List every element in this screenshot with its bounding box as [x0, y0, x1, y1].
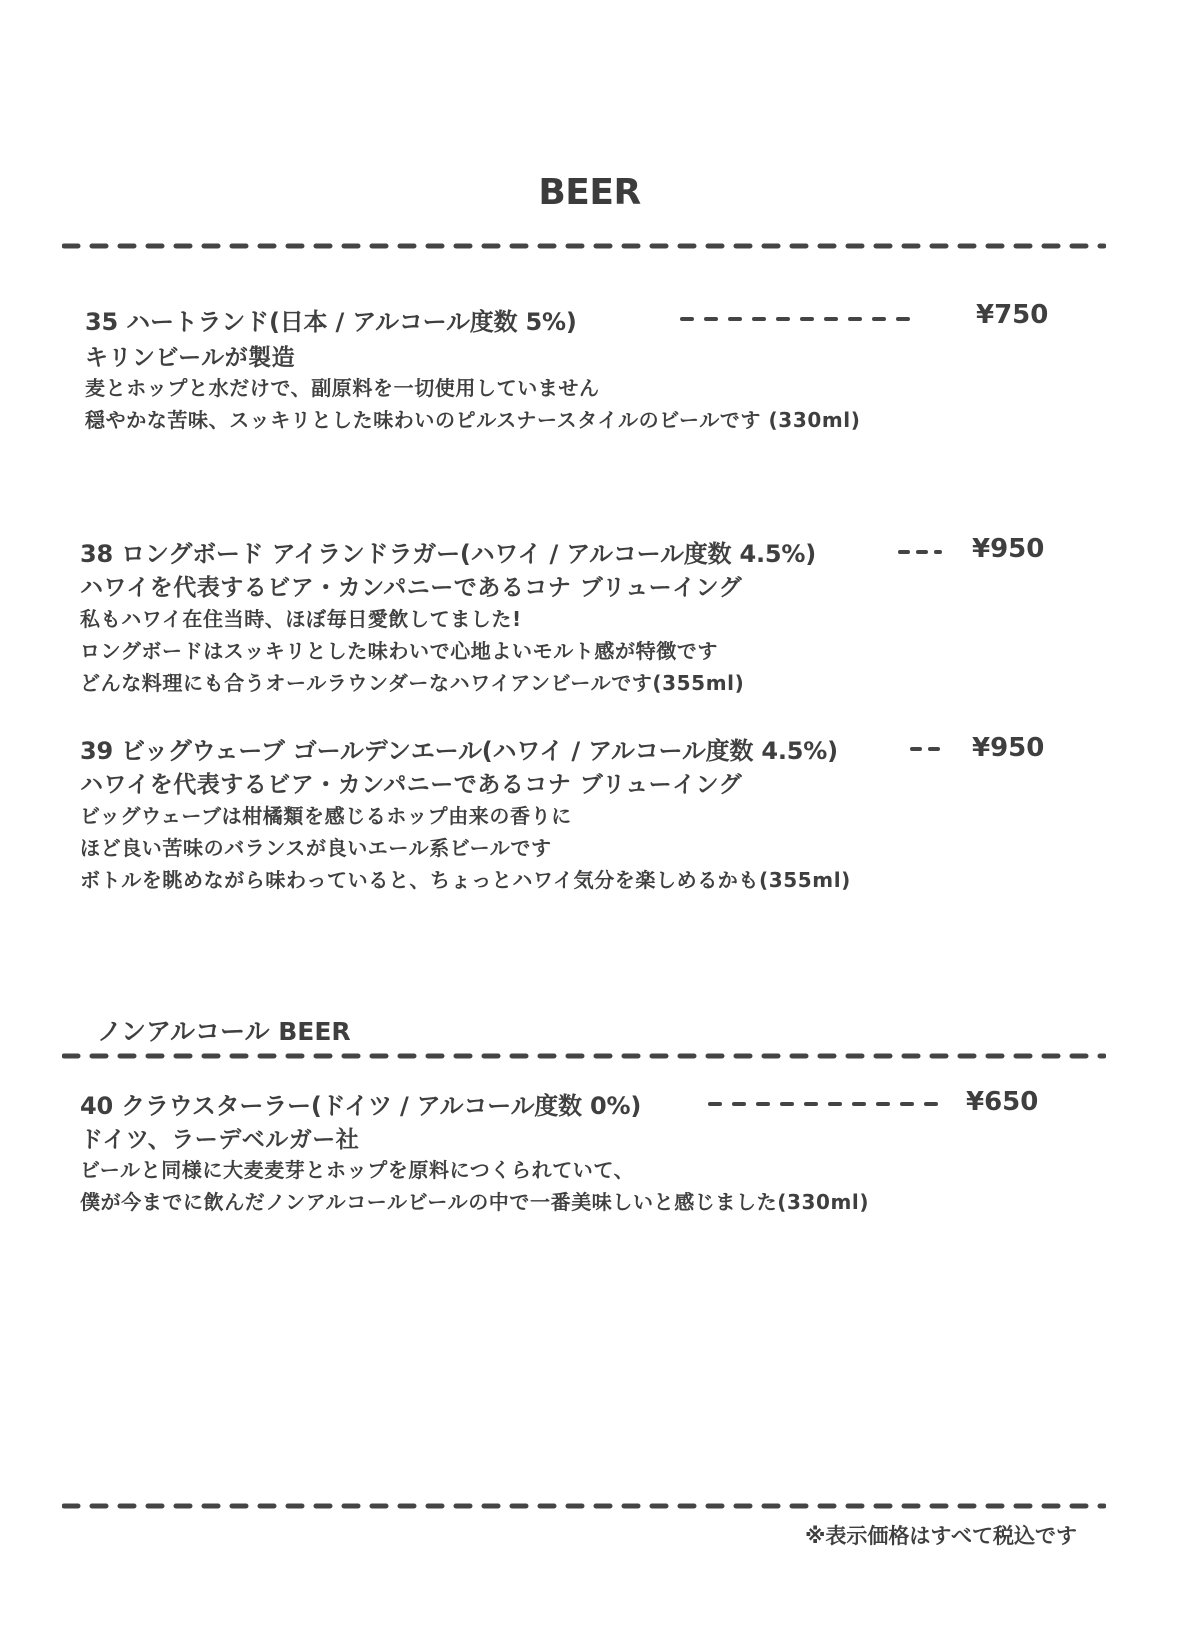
item-38-title: 38 ロングボード アイランドラガー(ハワイ / アルコール度数 4.5%)	[80, 540, 817, 568]
item-39-description	[80, 800, 851, 896]
item-38-leader	[898, 549, 942, 555]
divider-top	[62, 240, 1106, 252]
item-35-description	[85, 372, 861, 436]
page-title: BEER	[538, 172, 641, 213]
tax-footnote: ※表示価格はすべて税込です	[805, 1524, 1077, 1548]
item-39-leader	[910, 746, 942, 752]
item-35-desc-line: 穏やかな苦味、スッキリとした味わいのピルスナースタイルのビールです (330ml)	[85, 408, 861, 432]
divider-bottom	[62, 1500, 1106, 1512]
item-40-leader	[708, 1101, 946, 1107]
item-35-leader	[680, 316, 918, 322]
item-38-desc-line: 私もハワイ在住当時、ほぼ毎日愛飲してました!	[80, 607, 522, 631]
item-35-subtitle: キリンビールが製造	[85, 345, 296, 371]
section-title-non-alcohol: ノンアルコール BEER	[97, 1017, 351, 1046]
item-38-desc-line: どんな料理にも合うオールラウンダーなハワイアンビールです(355ml)	[80, 671, 745, 695]
item-35-title: 35 ハートランド(日本 / アルコール度数 5%)	[85, 308, 577, 336]
item-38-description	[80, 603, 744, 699]
item-35-desc-line: 麦とホップと水だけで、副原料を一切使用していません	[85, 376, 600, 400]
item-35-price: ¥750	[976, 300, 1049, 330]
item-39-price: ¥950	[972, 733, 1045, 763]
item-39-title: 39 ビッグウェーブ ゴールデンエール(ハワイ / アルコール度数 4.5%)	[80, 737, 838, 765]
item-39-subtitle: ハワイを代表するビア・カンパニーであるコナ ブリューイング	[80, 772, 743, 798]
item-40-subtitle: ドイツ、ラーデベルガー社	[80, 1127, 360, 1153]
item-40-price: ¥650	[966, 1087, 1039, 1117]
item-38-desc-line: ロングボードはスッキリとした味わいで心地よいモルト感が特徴です	[80, 639, 718, 663]
item-39-desc-line: ほど良い苦味のバランスが良いエール系ビールです	[80, 836, 552, 860]
item-39-desc-line: ビッグウェーブは柑橘類を感じるホップ由来の香りに	[80, 804, 572, 828]
divider-non-alcohol	[62, 1050, 1106, 1062]
item-40-title: 40 クラウスターラー(ドイツ / アルコール度数 0%)	[80, 1092, 642, 1120]
item-39-desc-line: ボトルを眺めながら味わっていると、ちょっとハワイ気分を楽しめるかも(355ml)	[80, 868, 851, 892]
item-38-price: ¥950	[972, 534, 1045, 564]
item-38-subtitle: ハワイを代表するビア・カンパニーであるコナ ブリューイング	[80, 575, 743, 601]
item-40-description	[80, 1154, 869, 1218]
item-40-desc-line: ビールと同様に大麦麦芽とホップを原料につくられていて、	[80, 1158, 635, 1182]
item-40-desc-line: 僕が今までに飲んだノンアルコールビールの中で一番美味しいと感じました(330ml)	[80, 1190, 870, 1214]
